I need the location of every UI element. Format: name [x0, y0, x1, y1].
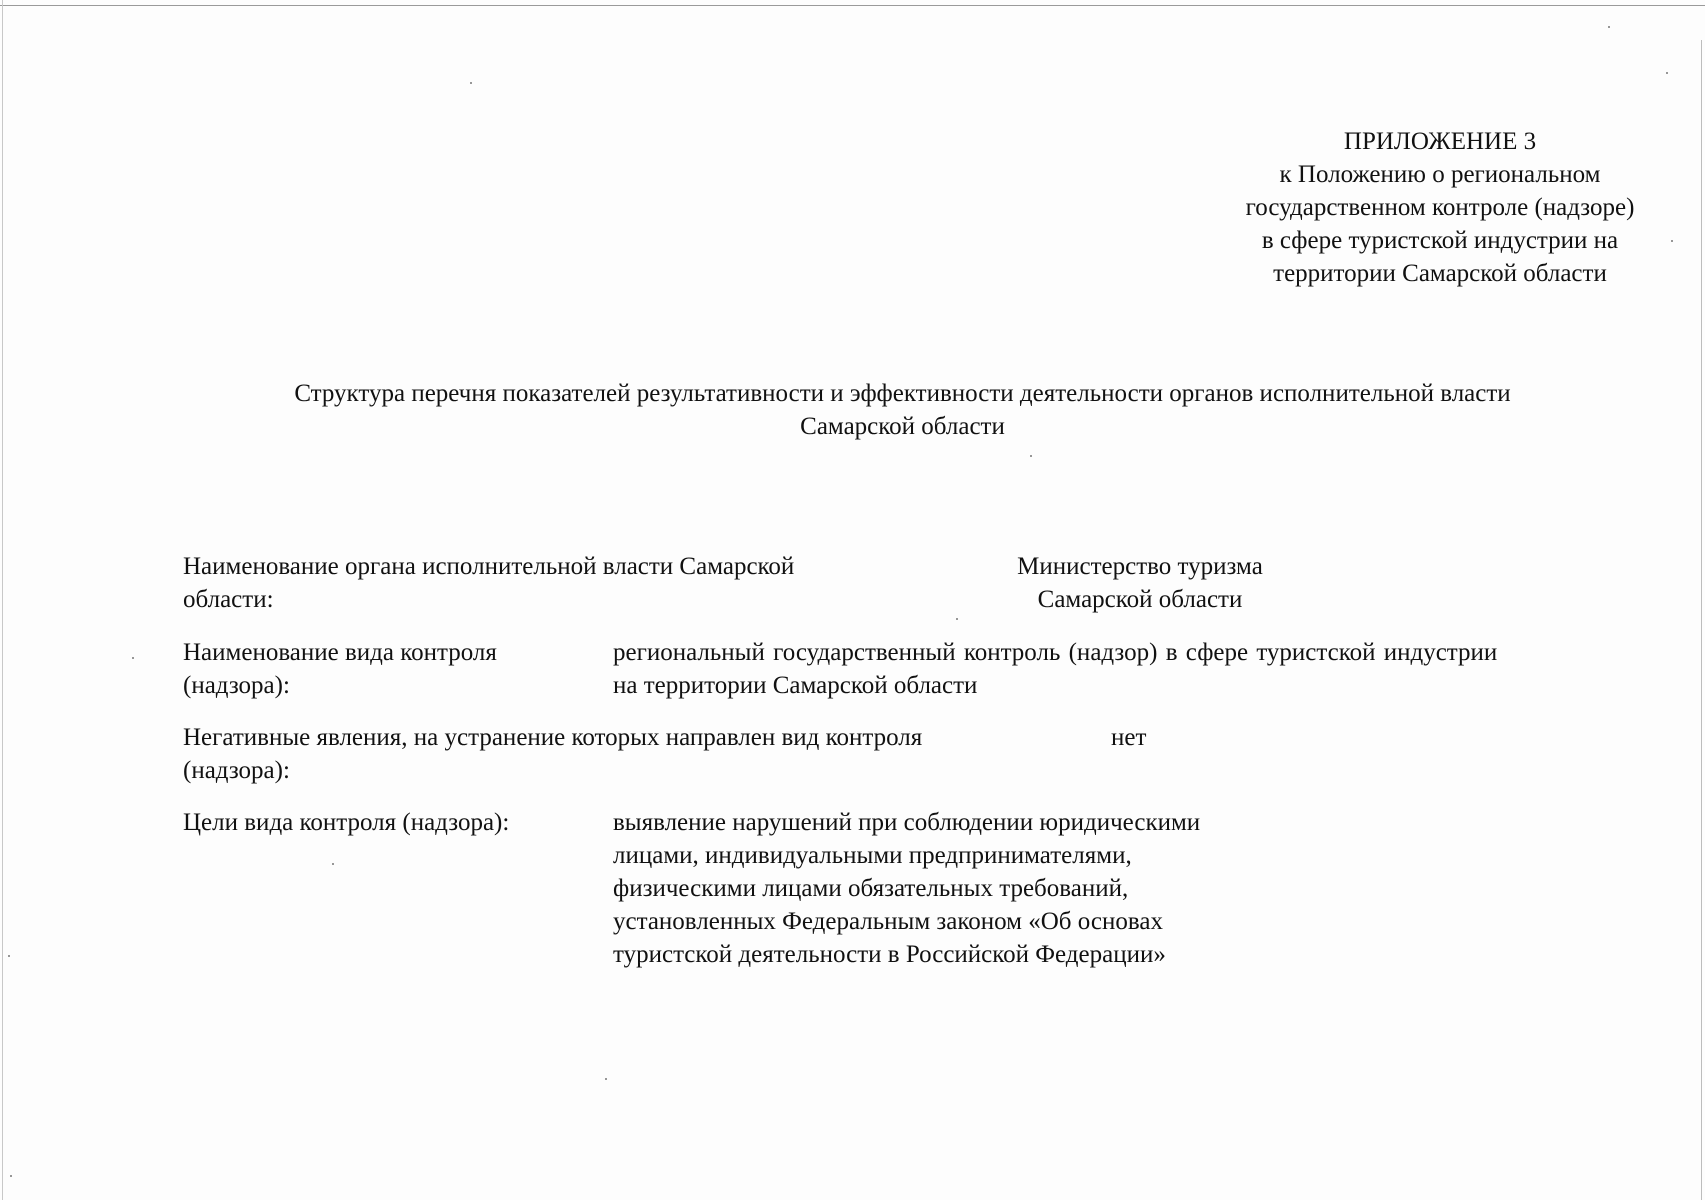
scan-speck [470, 82, 472, 84]
appendix-block [1195, 125, 1685, 290]
control-type-value: региональный государственный контроль (надзор) в сфере туристской индустрии на территории Самарской области [613, 639, 1498, 699]
scan-speck [132, 657, 134, 659]
authority-label: Наименование органа исполнительной власти Самарской области: [183, 553, 795, 613]
scan-edge-left [2, 0, 3, 1200]
scan-speck [605, 1078, 607, 1080]
title-line-1: Структура перечня показателей результативности и эффективности деятельности органов исполнительной власти [294, 380, 1511, 407]
control-type-label: Наименование вида контроля (надзора): [183, 639, 497, 699]
scan-edge-right [1701, 40, 1702, 1200]
document-title [180, 377, 1625, 443]
scan-speck [8, 955, 10, 957]
goals-value: выявление нарушений при соблюдении юридическими лицами, индивидуальными предпринимателями, физическими лицами обязательных требований, установленных Федеральным законом «Об основах туристской деятельности в Российской Федерации» [613, 809, 1201, 968]
goals-label: Цели вида контроля (надзора): [183, 809, 510, 836]
appendix-line: территории Самарской области [1273, 260, 1607, 287]
scan-edge-top [0, 5, 1705, 6]
scan-speck [1030, 455, 1032, 457]
scan-speck [10, 1175, 12, 1177]
appendix-heading: ПРИЛОЖЕНИЕ 3 [1343, 128, 1537, 155]
scan-speck [1666, 72, 1668, 74]
authority-value: Министерство туризма Самарской области [1017, 553, 1263, 613]
appendix-line: в сфере туристской индустрии на [1261, 227, 1619, 254]
appendix-line: государственном контроле (надзоре) [1245, 194, 1635, 221]
negative-phenomena-value: нет [1111, 724, 1147, 751]
title-line-2: Самарской области [800, 413, 1005, 440]
scan-speck [332, 863, 334, 865]
scan-speck [1608, 26, 1610, 28]
negative-phenomena-label: Негативные явления, на устранение которых направлен вид контроля (надзора): [183, 724, 923, 784]
appendix-line: к Положению о региональном [1279, 161, 1601, 188]
scan-speck [956, 618, 958, 620]
